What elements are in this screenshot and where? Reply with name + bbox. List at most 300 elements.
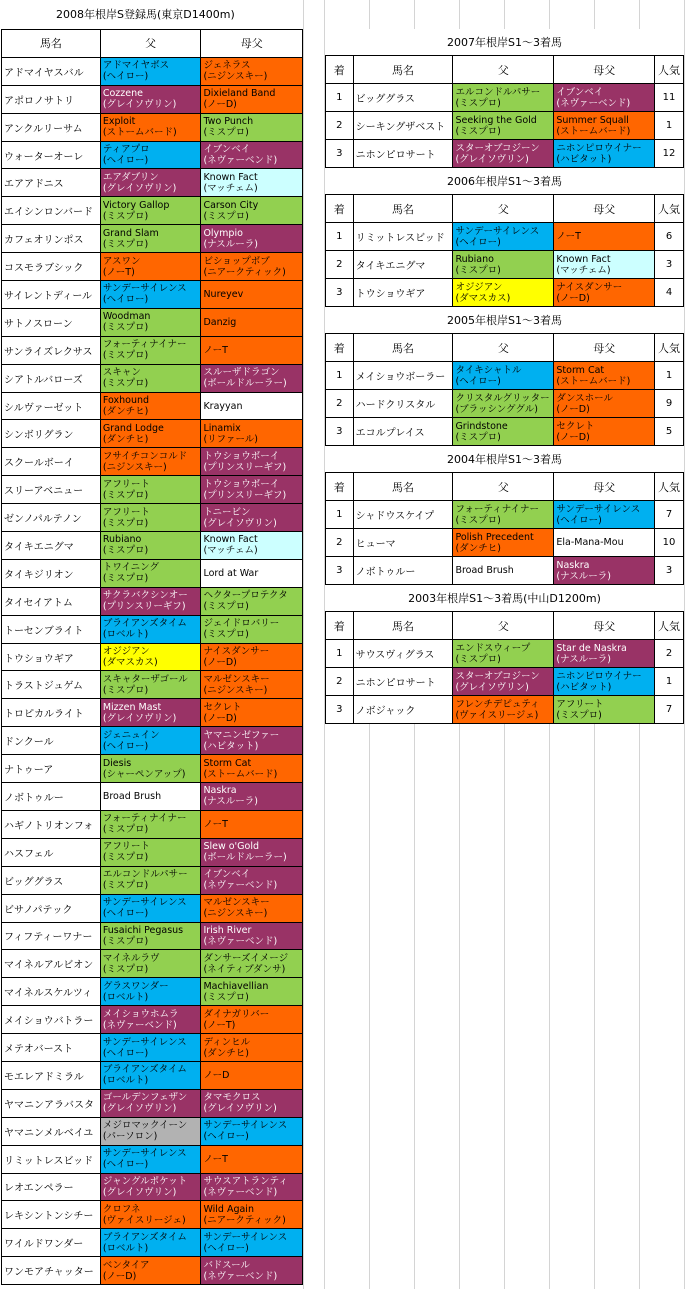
pedigree-line: (ミスプロ) — [102, 824, 149, 836]
pedigree-line: (ハビタット) — [203, 740, 259, 752]
pedigree-name: サンデーサイレンス — [102, 1036, 187, 1048]
horse-name: メイショウボーラー — [353, 362, 453, 390]
horse-row — [2, 587, 303, 615]
header-sire: 父 — [453, 56, 554, 84]
finish-position: 2 — [326, 529, 354, 557]
pedigree-line: (ミスプロ) — [102, 545, 149, 557]
damsire-cell — [201, 113, 303, 141]
pedigree-name: ナイスダンサー — [556, 281, 623, 293]
pedigree-name: ナイスダンサー — [203, 646, 270, 658]
result-row — [326, 557, 684, 585]
damsire-cell — [554, 251, 655, 279]
pedigree-line: (ヘイロー) — [455, 236, 501, 248]
sire-cell — [453, 418, 554, 446]
horse-name: ハギノトリオンフォ — [2, 810, 101, 838]
pedigree-line: (ミスプロ) — [455, 514, 501, 526]
pedigree-line: (ブラッシンググル) — [455, 403, 538, 415]
sire-cell — [453, 223, 554, 251]
horse-name: トウショウギア — [353, 279, 453, 307]
pedigree-name: サンデーサイレンス — [102, 283, 187, 295]
result-row — [326, 362, 684, 390]
pedigree-name: ジャングルポケット — [102, 1175, 188, 1187]
pedigree-name: ディンヒル — [203, 1036, 251, 1048]
finish-position: 1 — [326, 84, 354, 112]
pedigree-name: オジジアン — [102, 646, 150, 658]
pedigree-name: Mizzen Mast — [102, 701, 162, 713]
pedigree-name: Known Fact — [203, 171, 258, 183]
horse-name: アドマイヤスバル — [2, 57, 101, 85]
pedigree-line: (ダマスカス) — [102, 657, 158, 669]
header-horse-name: 馬名 — [353, 612, 453, 640]
pedigree-name: Storm Cat — [203, 757, 252, 769]
pedigree-name: サンデーサイレンス — [102, 1148, 187, 1160]
horse-row — [2, 922, 303, 950]
damsire-cell — [201, 978, 303, 1006]
sire-cell — [453, 84, 554, 112]
horse-name: アポロノサトリ — [2, 85, 101, 113]
pedigree-line: (ミスプロ) — [455, 653, 501, 665]
damsire-cell — [201, 894, 303, 922]
horse-row — [2, 755, 303, 783]
pedigree-line: (ストームバード) — [556, 125, 631, 137]
damsire-cell — [201, 838, 303, 866]
pedigree-name: Two Punch — [203, 116, 254, 128]
entries-header-row — [2, 30, 303, 58]
pedigree-line: (ミスプロ) — [102, 210, 149, 222]
popularity: 7 — [655, 696, 684, 724]
popularity: 1 — [655, 668, 684, 696]
pedigree-name: フォーティナイナー — [102, 339, 187, 351]
pedigree-line: (グレイソヴリン) — [203, 517, 277, 529]
finish-position: 2 — [326, 390, 354, 418]
horse-row — [2, 838, 303, 866]
pedigree-name: Carson City — [203, 199, 259, 211]
pedigree-line: (ヘイロー) — [203, 1242, 249, 1254]
damsire-cell — [554, 390, 655, 418]
section-title: 2005年根岸S1～3着馬 — [447, 314, 562, 327]
pedigree-name: Fusaichi Pegasus — [102, 924, 184, 936]
pedigree-name: マルゼンスキー — [203, 673, 270, 685]
pedigree-line: (ダマスカス) — [455, 292, 511, 304]
pedigree-name: Star de Naskra — [556, 642, 627, 654]
header-position: 着 — [326, 195, 354, 223]
result-row — [326, 501, 684, 529]
pedigree-line: (ミスプロ) — [102, 684, 149, 696]
horse-name: ヒューマ — [353, 529, 453, 557]
horse-row — [2, 1089, 303, 1117]
popularity: 2 — [655, 640, 684, 668]
header-position: 着 — [326, 334, 354, 362]
horse-name: トロピカルライト — [2, 699, 101, 727]
pedigree-name: Grindstone — [455, 420, 508, 432]
pedigree-name: イブンベイ — [556, 86, 604, 98]
pedigree-name: セクレト — [556, 420, 595, 432]
pedigree-line: (グレイソヴリン) — [203, 1103, 277, 1115]
popularity: 9 — [655, 390, 684, 418]
pedigree-line: (ナスルーラ) — [556, 653, 611, 665]
damsire-cell — [201, 699, 303, 727]
pedigree-name: ジェニュイン — [102, 729, 160, 741]
pedigree-line: (ストームバード) — [102, 127, 177, 139]
horse-row — [2, 1201, 303, 1229]
pedigree-name: タマモクロス — [203, 1092, 261, 1104]
pedigree-name: Exploit — [102, 116, 136, 128]
horse-name: シルヴァーゼット — [2, 392, 101, 420]
header-horse-name: 馬名 — [2, 30, 101, 58]
horse-name: ニホンピロサート — [353, 668, 453, 696]
pedigree-name: Victory Gallop — [102, 199, 170, 211]
horse-row — [2, 281, 303, 309]
pedigree-line: (ヘイロー) — [102, 294, 149, 306]
header-popularity: 人気 — [655, 473, 684, 501]
pedigree-line: (ハビタット) — [556, 681, 612, 693]
popularity: 1 — [655, 362, 684, 390]
horse-row — [2, 476, 303, 504]
pedigree-line: (ミスプロ) — [455, 431, 501, 443]
popularity: 6 — [655, 223, 684, 251]
pedigree-name: オジジアン — [455, 281, 503, 293]
sire-cell — [100, 810, 201, 838]
pedigree-name: トウショウボーイ — [203, 450, 280, 462]
damsire-cell — [201, 476, 303, 504]
header-position: 着 — [326, 56, 354, 84]
pedigree-line: (グレイソヴリン) — [102, 1186, 177, 1198]
pedigree-name: フサイチコンコルド — [102, 450, 188, 462]
pedigree-name: ヘクタープロテクタ — [203, 590, 288, 602]
pedigree-line: (ボールドルーラー) — [203, 378, 287, 390]
pedigree-line: (ロベルト) — [102, 991, 149, 1003]
sire-cell — [100, 113, 201, 141]
damsire-cell — [201, 364, 303, 392]
pedigree-name: クリスタルグリッター — [455, 392, 550, 404]
pedigree-line: (ノーD) — [203, 99, 237, 111]
pedigree-name: メジロマックイーン — [102, 1120, 188, 1132]
horse-name: ニホンピロサート — [353, 140, 453, 168]
header-sire: 父 — [453, 473, 554, 501]
section-header-row — [326, 334, 684, 362]
section-title-row — [326, 446, 684, 473]
result-row — [326, 140, 684, 168]
horse-row — [2, 643, 303, 671]
pedigree-name: Rubiano — [455, 253, 494, 265]
header-sire: 父 — [453, 195, 554, 223]
damsire-cell — [201, 336, 303, 364]
damsire-cell — [201, 85, 303, 113]
pedigree-name: ゴールデンフェザン — [102, 1092, 188, 1104]
pedigree-line: (ダンチヒ) — [102, 433, 149, 445]
pedigree-name: スルーザドラゴン — [203, 367, 280, 379]
pedigree-line: (ミスプロ) — [102, 880, 149, 892]
header-sire: 父 — [453, 334, 554, 362]
result-row — [326, 390, 684, 418]
pedigree-line: (プリンスリーギフ) — [203, 489, 287, 501]
section-title-row — [326, 585, 684, 612]
sire-cell — [100, 532, 201, 560]
sire-cell — [100, 476, 201, 504]
pedigree-line: (ミスプロ) — [102, 350, 149, 362]
pedigree-name: Linamix — [203, 422, 241, 434]
horse-name: メテオバースト — [2, 1034, 101, 1062]
horse-name: リミットレスビッド — [353, 223, 453, 251]
damsire-cell — [554, 557, 655, 585]
pedigree-line: (ネヴァーベンド) — [203, 1270, 278, 1282]
result-row — [326, 223, 684, 251]
horse-name: マイネルアルビオン — [2, 950, 101, 978]
pedigree-line: (ノーT) — [102, 266, 135, 278]
pedigree-name: Krayyan — [203, 400, 243, 412]
pedigree-name: クロフネ — [102, 1203, 141, 1215]
pedigree-name: Diesis — [102, 757, 132, 769]
horse-name: サウスヴィグラス — [353, 640, 453, 668]
pedigree-name: アフリート — [102, 841, 150, 853]
pedigree-line: (ミスプロ) — [203, 210, 249, 222]
damsire-cell — [201, 420, 303, 448]
main-table-title: 2008年根岸S登録馬(東京D1400m) — [56, 8, 235, 21]
pedigree-line: (ネヴァーベンド) — [203, 1186, 278, 1198]
horse-name: トーセンブライト — [2, 615, 101, 643]
pedigree-line: (ナスルーラ) — [203, 238, 258, 250]
horse-name: ヤマニンアラバスタ — [2, 1089, 101, 1117]
pedigree-name: アフリート — [556, 698, 604, 710]
pedigree-line: (ミスプロ) — [203, 127, 249, 139]
pedigree-name: ノーT — [556, 231, 581, 242]
horse-name: ナトゥーア — [2, 755, 101, 783]
horse-name: フィフティーワナー — [2, 922, 101, 950]
pedigree-line: (ロベルト) — [102, 1242, 149, 1254]
horse-row — [2, 615, 303, 643]
pedigree-line: (ヘイロー) — [203, 1131, 249, 1143]
pedigree-line: (ノーD) — [203, 657, 237, 669]
pedigree-name: ジェイドロバリー — [203, 618, 280, 630]
damsire-cell — [201, 1089, 303, 1117]
pedigree-name: ブライアンズタイム — [102, 1064, 187, 1076]
pedigree-line: (ミスプロ) — [556, 709, 602, 721]
sire-cell — [100, 197, 201, 225]
pedigree-name: ニホンピロウイナー — [556, 670, 642, 682]
pedigree-name: フレンチデピュティ — [455, 698, 540, 710]
horse-row — [2, 1061, 303, 1089]
damsire-cell — [201, 922, 303, 950]
result-row — [326, 418, 684, 446]
damsire-cell — [201, 1006, 303, 1034]
horse-name: シーキングザベスト — [353, 112, 453, 140]
sire-cell — [100, 950, 201, 978]
horse-name: ゼンノパルテノン — [2, 504, 101, 532]
pedigree-line: (ミスプロ) — [102, 963, 149, 975]
pedigree-name: Broad Brush — [102, 790, 162, 802]
pedigree-line: (ノーD) — [102, 1270, 137, 1282]
sire-cell — [100, 615, 201, 643]
damsire-cell — [201, 281, 303, 309]
damsire-cell — [201, 810, 303, 838]
horse-row — [2, 727, 303, 755]
pedigree-name: Dixieland Band — [203, 88, 276, 100]
horse-name: サイレントディール — [2, 281, 101, 309]
sire-cell — [100, 838, 201, 866]
horse-name: タイセイアトム — [2, 587, 101, 615]
damsire-cell — [554, 362, 655, 390]
section-header-row — [326, 612, 684, 640]
sire-cell — [100, 671, 201, 699]
damsire-cell — [554, 223, 655, 251]
pedigree-name: スキャン — [102, 367, 141, 379]
damsire-cell — [201, 783, 303, 811]
damsire-cell — [201, 1145, 303, 1173]
pedigree-name: Lord at War — [203, 567, 259, 579]
sire-cell — [453, 640, 554, 668]
pedigree-line: (ミスプロ) — [102, 322, 149, 334]
pedigree-line: (ミスプロ) — [203, 991, 249, 1003]
finish-position: 2 — [326, 251, 354, 279]
pedigree-name: Known Fact — [203, 534, 258, 546]
sire-cell — [100, 1257, 201, 1285]
pedigree-line: (ネイティブダンサ) — [203, 963, 286, 975]
horse-name: ハスフェル — [2, 838, 101, 866]
horse-name: シャドウスケイプ — [353, 501, 453, 529]
pedigree-name: エンドスウィープ — [455, 642, 531, 654]
damsire-cell — [554, 529, 655, 557]
pedigree-name: ジェネラス — [203, 60, 251, 72]
sire-cell — [100, 699, 201, 727]
pedigree-line: (ノーD) — [203, 712, 237, 724]
header-popularity: 人気 — [655, 334, 684, 362]
pedigree-line: (グレイソヴリン) — [102, 182, 177, 194]
result-row — [326, 112, 684, 140]
pedigree-line: (ミスプロ) — [102, 489, 149, 501]
sire-cell — [453, 501, 554, 529]
pedigree-line: (ダンチヒ) — [203, 1047, 249, 1059]
horse-row — [2, 225, 303, 253]
horse-name: トウショウギア — [2, 643, 101, 671]
horse-name: シアトルバローズ — [2, 364, 101, 392]
pedigree-name: Polish Precedent — [455, 531, 534, 543]
pedigree-name: Rubiano — [102, 534, 142, 546]
pedigree-name: ダイナガリバー — [203, 1008, 270, 1020]
damsire-cell — [201, 587, 303, 615]
sire-cell — [453, 529, 554, 557]
damsire-cell — [554, 668, 655, 696]
pedigree-name: エルコンドルパサー — [102, 869, 188, 881]
pedigree-line: (ミスプロ) — [455, 264, 501, 276]
sire-cell — [100, 1229, 201, 1257]
section-title-row — [326, 307, 684, 334]
pedigree-name: Storm Cat — [556, 364, 605, 376]
header-horse-name: 馬名 — [353, 334, 453, 362]
finish-position: 3 — [326, 140, 354, 168]
header-damsire: 母父 — [554, 195, 655, 223]
pedigree-name: Wild Again — [203, 1203, 254, 1215]
horse-name: タイキエニグマ — [353, 251, 453, 279]
pedigree-line: (グレイソヴリン) — [455, 681, 529, 693]
pedigree-name: トウショウボーイ — [203, 478, 280, 490]
horse-row — [2, 532, 303, 560]
damsire-cell — [201, 1173, 303, 1201]
pedigree-line: (ヘイロー) — [102, 1159, 149, 1171]
horse-name: エコルプレイス — [353, 418, 453, 446]
pedigree-name: ノーT — [203, 818, 228, 830]
popularity: 1 — [655, 112, 684, 140]
horse-row — [2, 1145, 303, 1173]
pedigree-line: (プリンスリーギフ) — [102, 601, 186, 613]
damsire-cell — [554, 696, 655, 724]
pedigree-name: Ela-Mana-Mou — [556, 537, 624, 548]
header-horse-name: 馬名 — [353, 473, 453, 501]
finish-position: 1 — [326, 501, 354, 529]
horse-row — [2, 197, 303, 225]
horse-name: サトノスローン — [2, 308, 101, 336]
sire-cell — [100, 57, 201, 85]
pedigree-name: ノーT — [203, 1153, 228, 1165]
header-sire: 父 — [453, 612, 554, 640]
pedigree-line: (ヘイロー) — [102, 155, 149, 166]
pedigree-name: ニホンピロウイナー — [556, 142, 642, 154]
horse-name: ノボトゥルー — [2, 783, 101, 811]
horse-row — [2, 810, 303, 838]
horse-row — [2, 1229, 303, 1257]
pedigree-name: Nureyev — [203, 288, 244, 300]
pedigree-name: イブンベイ — [203, 144, 251, 155]
popularity: 12 — [655, 140, 684, 168]
sire-cell — [100, 1145, 201, 1173]
horse-row — [2, 364, 303, 392]
pedigree-name: ノーD — [203, 1069, 230, 1081]
pedigree-line: (ヘイロー) — [102, 71, 149, 83]
pedigree-line: (ミスプロ) — [102, 378, 149, 390]
damsire-cell — [554, 640, 655, 668]
header-popularity: 人気 — [655, 56, 684, 84]
pedigree-line: (ミスプロ) — [455, 125, 501, 137]
pedigree-name: ダンスホール — [556, 392, 613, 404]
pedigree-line: (ネヴァーベンド) — [203, 155, 278, 166]
damsire-cell — [201, 253, 303, 281]
pedigree-line: (リファール) — [203, 433, 258, 445]
pedigree-line: (グレイソヴリン) — [102, 99, 177, 111]
sire-cell — [100, 85, 201, 113]
damsire-cell — [201, 141, 303, 169]
pedigree-name: フォーティナイナー — [455, 503, 540, 515]
pedigree-line: (ノーD) — [556, 431, 590, 443]
pedigree-line: (ネヴァーベンド) — [203, 880, 278, 892]
header-damsire: 母父 — [201, 30, 303, 58]
damsire-cell — [201, 448, 303, 476]
sire-cell — [100, 141, 201, 169]
damsire-cell — [201, 643, 303, 671]
popularity: 3 — [655, 251, 684, 279]
result-row — [326, 696, 684, 724]
section-header-row — [326, 473, 684, 501]
header-damsire: 母父 — [554, 334, 655, 362]
pedigree-name: ベンタイア — [102, 1259, 150, 1271]
pedigree-line: (ハビタット) — [556, 153, 612, 165]
horse-name: シンボリグラン — [2, 420, 101, 448]
sire-cell — [100, 253, 201, 281]
popularity: 10 — [655, 529, 684, 557]
damsire-cell — [201, 866, 303, 894]
damsire-cell — [201, 1061, 303, 1089]
sire-cell — [453, 390, 554, 418]
pedigree-line: (ミスプロ) — [102, 852, 149, 864]
header-popularity: 人気 — [655, 195, 684, 223]
damsire-cell — [201, 1201, 303, 1229]
section-title-row — [326, 168, 684, 195]
sire-cell — [100, 364, 201, 392]
pedigree-name: サンデーサイレンス — [556, 503, 641, 515]
finish-position: 3 — [326, 696, 354, 724]
sire-cell — [100, 559, 201, 587]
horse-row — [2, 113, 303, 141]
horse-name: レオエンペラー — [2, 1173, 101, 1201]
pedigree-line: (ネヴァーベンド) — [102, 1019, 177, 1031]
